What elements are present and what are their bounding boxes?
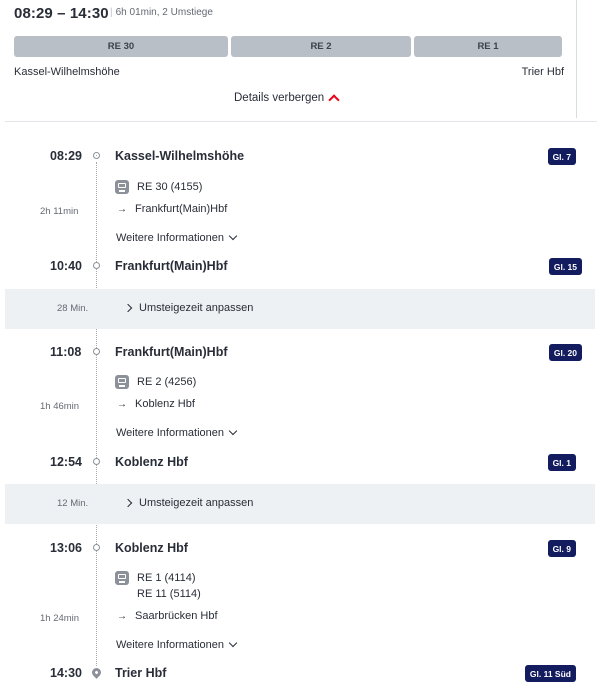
destination-station: Trier Hbf [521,66,564,78]
chevron-down-icon [229,639,237,647]
direction-label: Saarbrücken Hbf [135,610,218,622]
arrival-time: 10:40 [50,259,82,273]
timeline-rail [96,162,97,666]
chevron-right-icon [124,499,132,507]
chevron-right-icon [124,304,132,312]
arrow-right-icon: → [117,399,127,410]
train-name: RE 11 (5114) [137,588,201,600]
platform-badge: Gl. 7 [548,148,576,165]
segment-bar-re30 [14,36,228,57]
segment-label: RE 30 [107,41,135,52]
platform-badge: Gl. 1 [548,454,576,471]
adjust-transfer-label: Umsteigezeit anpassen [139,497,254,509]
adjust-transfer-button[interactable] [125,302,253,314]
chevron-down-icon [229,232,237,240]
transfer-duration: 28 Min. [57,303,89,314]
leg-duration: 1h 46min [40,401,80,412]
details-toggle-label: Details verbergen [234,92,325,104]
arrival-station: Koblenz Hbf [115,455,188,469]
segment-label: RE 1 [477,41,499,52]
divider [5,121,597,122]
divider [576,0,577,118]
platform-badge: Gl. 20 [549,344,582,361]
origin-dot-icon [93,152,100,159]
stop-dot-icon [93,458,100,465]
details-toggle-button[interactable] [234,92,338,104]
more-info-button[interactable] [116,427,236,439]
leg-duration: 2h 11min [40,206,79,217]
direction-label: Koblenz Hbf [135,398,195,410]
platform-badge: Gl. 15 [549,258,582,275]
more-info-button[interactable] [116,232,236,244]
transfer-row[interactable] [5,484,595,524]
destination-pin-icon [90,666,103,679]
train-direction [117,203,227,215]
journey-duration-transfers: 6h 01min, 2 Umstiege [115,7,213,18]
train-icon [115,571,129,585]
origin-station: Kassel-Wilhelmshöhe [14,66,120,78]
arrow-right-icon: → [117,611,127,622]
train-icon [115,375,129,389]
segment-bar-re1 [414,36,562,57]
train-icon [115,180,129,194]
departure-time: 08:29 [50,149,82,163]
departure-station: Frankfurt(Main)Hbf [115,345,228,359]
more-info-label: Weitere Informationen [116,639,225,651]
segment-bar-re2 [231,36,411,57]
platform-badge: Gl. 11 Süd [525,665,576,682]
departure-station: Kassel-Wilhelmshöhe [115,149,245,163]
adjust-transfer-label: Umsteigezeit anpassen [139,302,254,314]
arrival-station: Frankfurt(Main)Hbf [115,259,228,273]
arrow-right-icon: → [117,204,127,215]
arrival-station: Trier Hbf [115,666,167,680]
departure-time: 13:06 [50,541,82,555]
stop-dot-icon [93,348,100,355]
train-direction [117,610,218,622]
chevron-up-icon [328,94,339,105]
train-direction [117,398,195,410]
stop-dot-icon [93,262,100,269]
train-name: RE 1 (4114) [137,572,196,584]
direction-label: Frankfurt(Main)Hbf [135,203,228,215]
more-info-label: Weitere Informationen [116,232,225,244]
journey-meta: | 6h 01min, 2 Umstiege [110,7,213,18]
adjust-transfer-button[interactable] [125,497,253,509]
transfer-duration: 12 Min. [57,498,89,509]
arrival-time: 14:30 [50,666,82,680]
departure-time: 11:08 [50,345,82,359]
leg-duration: 1h 24min [40,613,80,624]
stop-dot-icon [93,544,100,551]
more-info-label: Weitere Informationen [116,427,225,439]
train-name: RE 2 (4256) [137,376,197,388]
platform-badge: Gl. 9 [548,540,576,557]
transfer-row[interactable] [5,289,595,329]
segment-label: RE 2 [310,41,332,52]
train-name: RE 30 (4155) [137,181,203,193]
chevron-down-icon [229,427,237,435]
more-info-button[interactable] [116,639,236,651]
departure-station: Koblenz Hbf [115,541,188,555]
arrival-time: 12:54 [50,455,82,469]
journey-time-range: 08:29 – 14:30 [14,5,109,22]
